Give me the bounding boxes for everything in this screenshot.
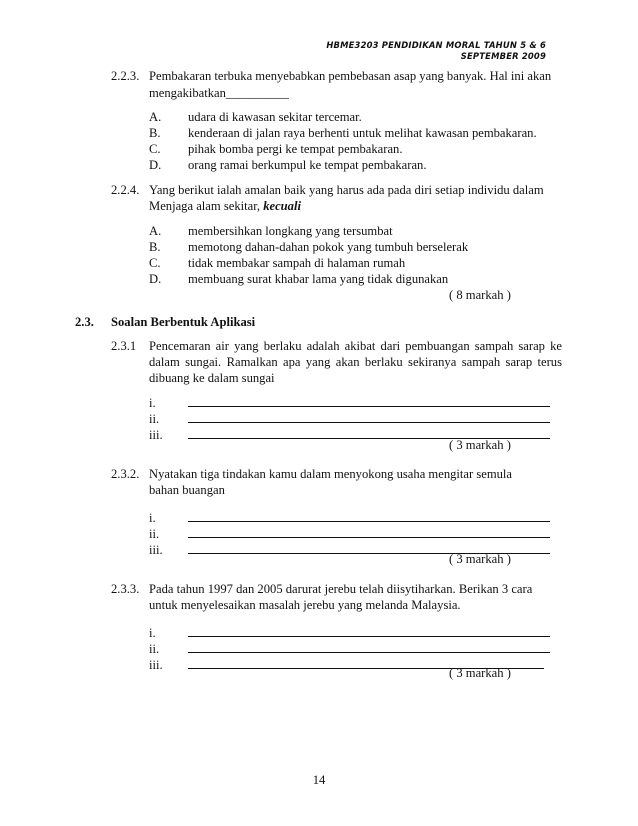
- question-text-line: dibuang ke dalam sungai: [149, 371, 275, 385]
- option-text: membuang surat khabar lama yang tidak digunakan: [188, 272, 449, 286]
- option-letter: C.: [149, 256, 161, 270]
- answer-label: iii.: [149, 543, 163, 557]
- marks-label: ( 3 markah ): [449, 666, 511, 680]
- answer-line[interactable]: [188, 652, 550, 653]
- answer-label: iii.: [149, 428, 163, 442]
- question-text-segment: Menjaga alam sekitar,: [149, 199, 264, 213]
- option-letter: D.: [149, 158, 162, 172]
- answer-line[interactable]: [188, 406, 550, 407]
- answer-line[interactable]: [188, 521, 550, 522]
- section-number: 2.3.: [75, 315, 94, 329]
- option-text: kenderaan di jalan raya berhenti untuk melihat kawasan pembakaran.: [188, 126, 537, 140]
- question-text-line: mengakibatkan__________: [149, 86, 289, 100]
- option-text: membersihkan longkang yang tersumbat: [188, 224, 393, 238]
- question-text-line: bahan buangan: [149, 483, 225, 497]
- question-text-line: Pada tahun 1997 dan 2005 darurat jerebu telah diisytiharkan. Berikan 3 cara: [149, 582, 533, 596]
- answer-label: i.: [149, 626, 156, 640]
- answer-label: i.: [149, 511, 156, 525]
- answer-line[interactable]: [188, 636, 550, 637]
- page-number: 14: [312, 773, 326, 787]
- question-text-line: Pembakaran terbuka menyebabkan pembebasan asap yang banyak. Hal ini akan: [149, 69, 552, 83]
- option-letter: B.: [149, 126, 161, 140]
- header-course-title: HBME3203 PENDIDIKAN MORAL TAHUN 5 & 6: [326, 40, 546, 50]
- header-date: SEPTEMBER 2009: [460, 51, 546, 61]
- question-number: 2.2.3.: [111, 69, 140, 83]
- marks-label: ( 3 markah ): [449, 552, 511, 566]
- answer-label: ii.: [149, 412, 160, 426]
- question-text-line: dalam sungai. Ramalkan apa yang akan berlaku sekiranya sampah sarap terus: [149, 355, 562, 369]
- option-text: memotong dahan-dahan pokok yang tumbuh berselerak: [188, 240, 469, 254]
- option-text: tidak membakar sampah di halaman rumah: [188, 256, 406, 270]
- section-title: Soalan Berbentuk Aplikasi: [111, 315, 256, 329]
- question-text-line: Pencemaran air yang berlaku adalah akibat dari pembuangan sampah sarap ke: [149, 339, 562, 353]
- question-number: 2.3.3.: [111, 582, 140, 596]
- answer-line[interactable]: [188, 537, 550, 538]
- question-text-line: untuk menyelesaikan masalah jerebu yang melanda Malaysia.: [149, 598, 461, 612]
- emphasis-word: kecuali: [263, 199, 301, 213]
- option-letter: C.: [149, 142, 161, 156]
- answer-label: iii.: [149, 658, 163, 672]
- option-text: udara di kawasan sekitar tercemar.: [188, 110, 362, 124]
- document-header: [326, 40, 546, 62]
- option-letter: A.: [149, 110, 162, 124]
- question-text-line: Nyatakan tiga tindakan kamu dalam menyokong usaha mengitar semula: [149, 467, 513, 481]
- question-number: 2.3.2.: [111, 467, 140, 481]
- question-text-line: Yang berikut ialah amalan baik yang harus ada pada diri setiap individu dalam: [149, 183, 544, 197]
- option-letter: B.: [149, 240, 161, 254]
- option-text: pihak bomba pergi ke tempat pembakaran.: [188, 142, 403, 156]
- answer-label: i.: [149, 396, 156, 410]
- marks-label: ( 3 markah ): [449, 438, 511, 452]
- answer-label: ii.: [149, 642, 160, 656]
- answer-label: ii.: [149, 527, 160, 541]
- question-text-line: [149, 198, 301, 214]
- question-number: 2.2.4.: [111, 183, 140, 197]
- answer-line[interactable]: [188, 422, 550, 423]
- option-letter: A.: [149, 224, 162, 238]
- option-text: orang ramai berkumpul ke tempat pembakaran.: [188, 158, 427, 172]
- question-number: 2.3.1: [111, 339, 137, 353]
- option-letter: D.: [149, 272, 162, 286]
- marks-label: ( 8 markah ): [449, 288, 511, 302]
